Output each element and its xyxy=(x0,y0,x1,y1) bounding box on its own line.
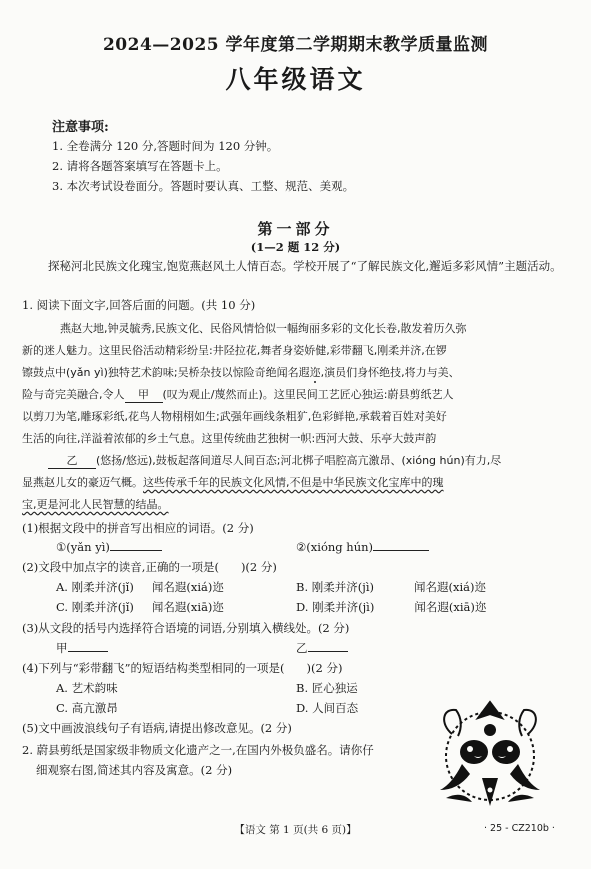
note-item-1: 1. 全卷满分 120 分,答题时间为 120 分钟。 xyxy=(52,139,279,153)
question-1-stem: 1. 阅读下面文字,回答后面的问题。(共 10 分) xyxy=(22,298,256,312)
sub-question-4: (4)下列与“彩带翻飞”的短语结构类型相同的一项是( )(2 分) xyxy=(22,661,343,675)
passage-line: 生活的向往,洋溢着浓郁的乡土气息。这里传统曲艺独树一帜:西河大鼓、乐亭大鼓声韵 xyxy=(22,432,437,445)
passage-line: 镲鼓点中(yǎn yì)独特艺术韵味;吴桥杂技以惊险奇绝闻名遐迩,演员们身怀绝技,将力与美、 xyxy=(22,366,460,379)
question-2-line-2: 细观察右图,简述其内容及寓意。(2 分) xyxy=(36,763,233,777)
activity-intro: 探秘河北民族文化瑰宝,饱览燕赵风土人情百态。学校开展了“了解民族文化,邂逅多彩风情”主题活动。 xyxy=(48,259,562,273)
subject-title: 八年级语文 xyxy=(225,65,366,94)
passage-line: 险与奇完美融合,令人 甲 (叹为观止/蔑然而止)。这里民间工艺匠心独运:蔚县剪纸艺人 xyxy=(22,388,454,401)
option-2c: C. 刚柔并济(jǐ) 闻名遐(xiā)迩 xyxy=(56,600,224,614)
option-2a: A. 刚柔并济(jǐ) 闻名遐(xiá)迩 xyxy=(56,580,224,594)
papercut-illustration xyxy=(432,694,548,810)
option-4a: A. 艺术韵味 xyxy=(56,681,118,695)
sub-question-3: (3)从文段的括号内选择符合语境的词语,分别填入横线处。(2 分) xyxy=(22,621,350,635)
option-2b: B. 刚柔并济(jì) 闻名遐(xiá)迩 xyxy=(296,580,486,594)
wavy-underlined-sentence: 这些传承千年的民族文化风情,不但是中华民族文化宝库中的瑰 xyxy=(143,476,444,489)
notes-heading: 注意事项: xyxy=(52,120,109,135)
option-4b: B. 匠心独运 xyxy=(296,681,358,695)
passage-line: 显燕赵儿女的豪迈气概。这些传承千年的民族文化风情,不但是中华民族文化宝库中的瑰 xyxy=(22,476,444,489)
answer-1a: ①(yǎn yì) xyxy=(56,540,162,554)
passage-line: 宝,更是河北人民智慧的结晶。 xyxy=(22,498,169,511)
question-2-line-1: 2. 蔚县剪纸是国家级非物质文化遗产之一,在国内外极负盛名。请你仔 xyxy=(22,743,374,757)
blank-yi: 乙 xyxy=(48,452,96,469)
note-item-3: 3. 本次考试设卷面分。答题时要认真、工整、规范、美观。 xyxy=(52,179,355,193)
blank-jia: 甲 xyxy=(125,386,163,403)
exam-title: 2024—2025 学年度第二学期期末教学质量监测 xyxy=(102,35,489,55)
sub-question-5: (5)文中画波浪线句子有语病,请提出修改意见。(2 分) xyxy=(22,721,292,735)
answer-3-jia: 甲 xyxy=(56,640,108,656)
dotted-char: 迩 xyxy=(309,366,321,379)
sub-question-1: (1)根据文段中的拼音写出相应的词语。(2 分) xyxy=(22,521,254,535)
passage-line: 乙 (悠扬/悠远),鼓板起落间道尽人间百态;河北梆子唱腔高亢激昂、(xióng hún)有力,尽 xyxy=(22,452,501,469)
option-4d: D. 人间百态 xyxy=(296,701,359,715)
part-subtitle: (1—2 题 12 分) xyxy=(250,240,341,254)
passage-line: 新的迷人魅力。这里民俗活动精彩纷呈:井陉拉花,舞者身姿娇健,彩带翻飞,刚柔并济,在锣 xyxy=(22,344,447,357)
passage-line: 以剪刀为笔,雕琢彩纸,花鸟人物栩栩如生;武强年画线条粗犷,色彩鲜艳,承载着百姓对美好 xyxy=(22,410,447,423)
note-item-2: 2. 请将各题答案填写在答题卡上。 xyxy=(52,159,228,173)
passage-line: 燕赵大地,钟灵毓秀,民族文化、民俗风情恰似一幅绚丽多彩的文化长卷,散发着历久弥 xyxy=(60,322,467,335)
paper-code: · 25 - CZ210b · xyxy=(484,823,555,834)
answer-3-yi: 乙 xyxy=(296,640,348,656)
answer-1b: ②(xióng hún) xyxy=(296,540,429,554)
option-2d: D. 刚柔并济(jì) 闻名遐(xiā)迩 xyxy=(296,600,487,614)
part-title: 第一部分 xyxy=(257,220,334,238)
page-footer: 【语文 第 1 页(共 6 页)】 xyxy=(234,824,357,836)
option-4c: C. 高亢激昂 xyxy=(56,701,118,715)
sub-question-2: (2)文段中加点字的读音,正确的一项是( )(2 分) xyxy=(22,560,277,574)
